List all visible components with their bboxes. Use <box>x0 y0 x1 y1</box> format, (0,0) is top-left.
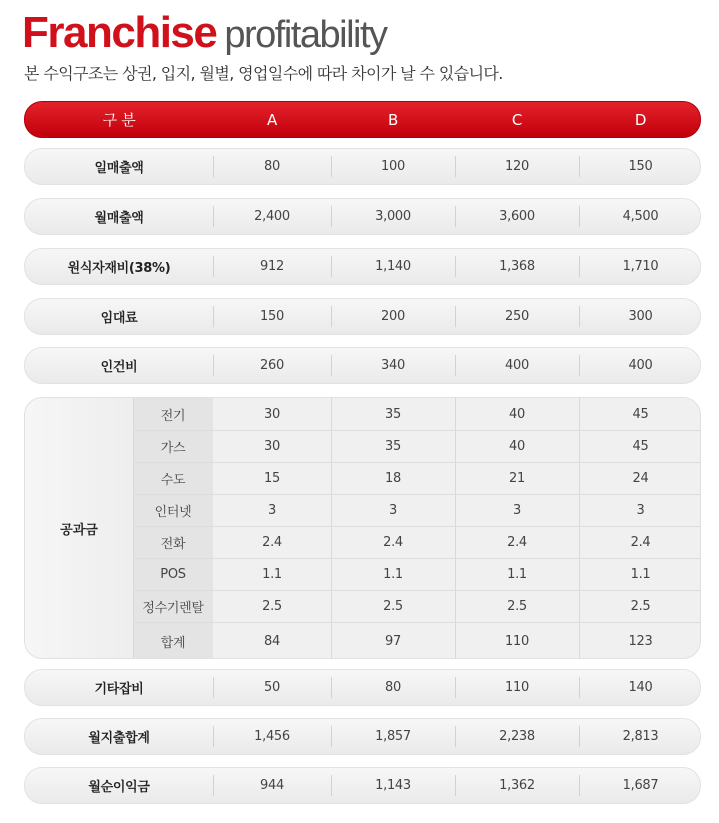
cell-b: 100 <box>381 159 405 174</box>
cell-a: 2.4 <box>262 534 282 550</box>
cell-a: 2.5 <box>262 598 282 614</box>
cell-b: 2.4 <box>383 534 403 550</box>
cell-c: 3,600 <box>499 209 535 224</box>
header-col-c: C <box>511 110 523 129</box>
cell-b: 1,143 <box>375 778 411 793</box>
table-row-daily-sales <box>24 148 701 185</box>
cell-d: 123 <box>628 633 653 649</box>
cell-a: 30 <box>264 406 280 422</box>
title-bold: Franchise <box>22 8 217 57</box>
cell-b: 97 <box>385 633 401 649</box>
cell-c: 2.4 <box>507 534 527 550</box>
page-title <box>22 8 387 58</box>
utility-row-water-purifier <box>25 590 701 622</box>
cell-c: 400 <box>505 358 529 373</box>
table-row-net-profit <box>24 767 701 804</box>
cell-c: 1.1 <box>507 566 527 582</box>
table-row-ingredients <box>24 248 701 285</box>
cell-d: 1.1 <box>630 566 651 582</box>
row-label: 월매출액 <box>94 211 144 226</box>
cell-a: 150 <box>260 309 284 324</box>
utilities-label: 공과금 <box>25 398 133 658</box>
title-light: profitability <box>224 14 387 56</box>
utility-label: 합계 <box>160 635 186 651</box>
cell-a: 80 <box>264 159 280 174</box>
header-col-b: B <box>388 110 398 129</box>
cell-d: 400 <box>628 358 653 373</box>
cell-b: 2.5 <box>383 598 403 614</box>
cell-d: 3 <box>636 502 645 518</box>
table-row-rent <box>24 298 701 335</box>
cell-a: 2,400 <box>254 209 290 224</box>
cell-c: 40 <box>509 406 525 422</box>
cell-b: 18 <box>385 470 401 486</box>
cell-c: 3 <box>513 502 521 518</box>
cell-a: 50 <box>264 680 280 695</box>
cell-b: 340 <box>381 358 405 373</box>
cell-c: 2,238 <box>499 729 535 744</box>
utility-label: 전화 <box>160 536 186 552</box>
utility-row-electricity <box>25 398 701 430</box>
table-row-labor <box>24 347 701 384</box>
cell-b: 1,140 <box>375 259 411 274</box>
header-label: 구 분 <box>102 111 136 129</box>
utility-label: 전기 <box>160 408 186 424</box>
cell-b: 35 <box>385 438 401 454</box>
table-row-monthly-expense <box>24 718 701 755</box>
cell-d: 45 <box>632 406 649 422</box>
cell-a: 84 <box>264 633 280 649</box>
utility-row-internet <box>25 494 701 526</box>
row-label: 원식자재비(38%) <box>67 261 171 276</box>
utility-label: 정수기렌탈 <box>142 600 204 616</box>
cell-a: 260 <box>260 358 284 373</box>
cell-b: 3 <box>389 502 397 518</box>
row-label: 기타잡비 <box>94 682 144 697</box>
cell-d: 2.5 <box>630 598 651 614</box>
cell-c: 250 <box>505 309 529 324</box>
cell-a: 30 <box>264 438 280 454</box>
row-label: 월순이익금 <box>88 780 150 795</box>
row-label: 임대료 <box>100 311 138 326</box>
cell-a: 912 <box>260 259 284 274</box>
cell-d: 300 <box>628 309 653 324</box>
subtitle: 본 수익구조는 상권, 입지, 월별, 영업일수에 따라 차이가 날 수 있습니다. <box>24 64 503 83</box>
cell-d: 1,687 <box>622 778 659 793</box>
utility-label: POS <box>160 566 186 582</box>
header-col-d: D <box>634 110 647 129</box>
cell-a: 1.1 <box>262 566 282 582</box>
cell-d: 2.4 <box>630 534 651 550</box>
utilities-block <box>24 397 701 659</box>
cell-c: 40 <box>509 438 525 454</box>
utility-row-gas <box>25 430 701 462</box>
cell-b: 80 <box>385 680 401 695</box>
table-row-misc <box>24 669 701 706</box>
cell-d: 1,710 <box>622 259 659 274</box>
utility-row-pos <box>25 558 701 590</box>
cell-b: 1,857 <box>375 729 411 744</box>
cell-c: 2.5 <box>507 598 527 614</box>
cell-c: 21 <box>509 470 525 486</box>
header-col-a: A <box>267 110 277 129</box>
utility-row-phone <box>25 526 701 558</box>
cell-b: 200 <box>381 309 405 324</box>
cell-d: 4,500 <box>622 209 659 224</box>
cell-b: 3,000 <box>375 209 411 224</box>
cell-d: 140 <box>628 680 653 695</box>
cell-a: 1,456 <box>254 729 290 744</box>
cell-a: 944 <box>260 778 284 793</box>
cell-c: 110 <box>505 633 529 649</box>
cell-d: 150 <box>628 159 653 174</box>
cell-a: 3 <box>268 502 276 518</box>
row-label: 인건비 <box>100 360 138 375</box>
table-header <box>24 101 701 138</box>
row-label: 월지출합계 <box>88 731 150 746</box>
utility-row-water <box>25 462 701 494</box>
cell-c: 1,362 <box>499 778 535 793</box>
cell-c: 1,368 <box>499 259 535 274</box>
row-label: 일매출액 <box>94 161 144 176</box>
cell-c: 110 <box>505 680 529 695</box>
cell-b: 35 <box>385 406 401 422</box>
utility-label: 수도 <box>160 472 186 488</box>
cell-d: 45 <box>632 438 649 454</box>
utility-label: 가스 <box>160 440 186 456</box>
table-row-monthly-sales <box>24 198 701 235</box>
utility-label: 인터넷 <box>154 504 192 520</box>
cell-b: 1.1 <box>383 566 403 582</box>
cell-d: 24 <box>632 470 649 486</box>
cell-c: 120 <box>505 159 529 174</box>
cell-d: 2,813 <box>622 729 659 744</box>
cell-a: 15 <box>264 470 280 486</box>
utility-row-total <box>25 622 701 659</box>
